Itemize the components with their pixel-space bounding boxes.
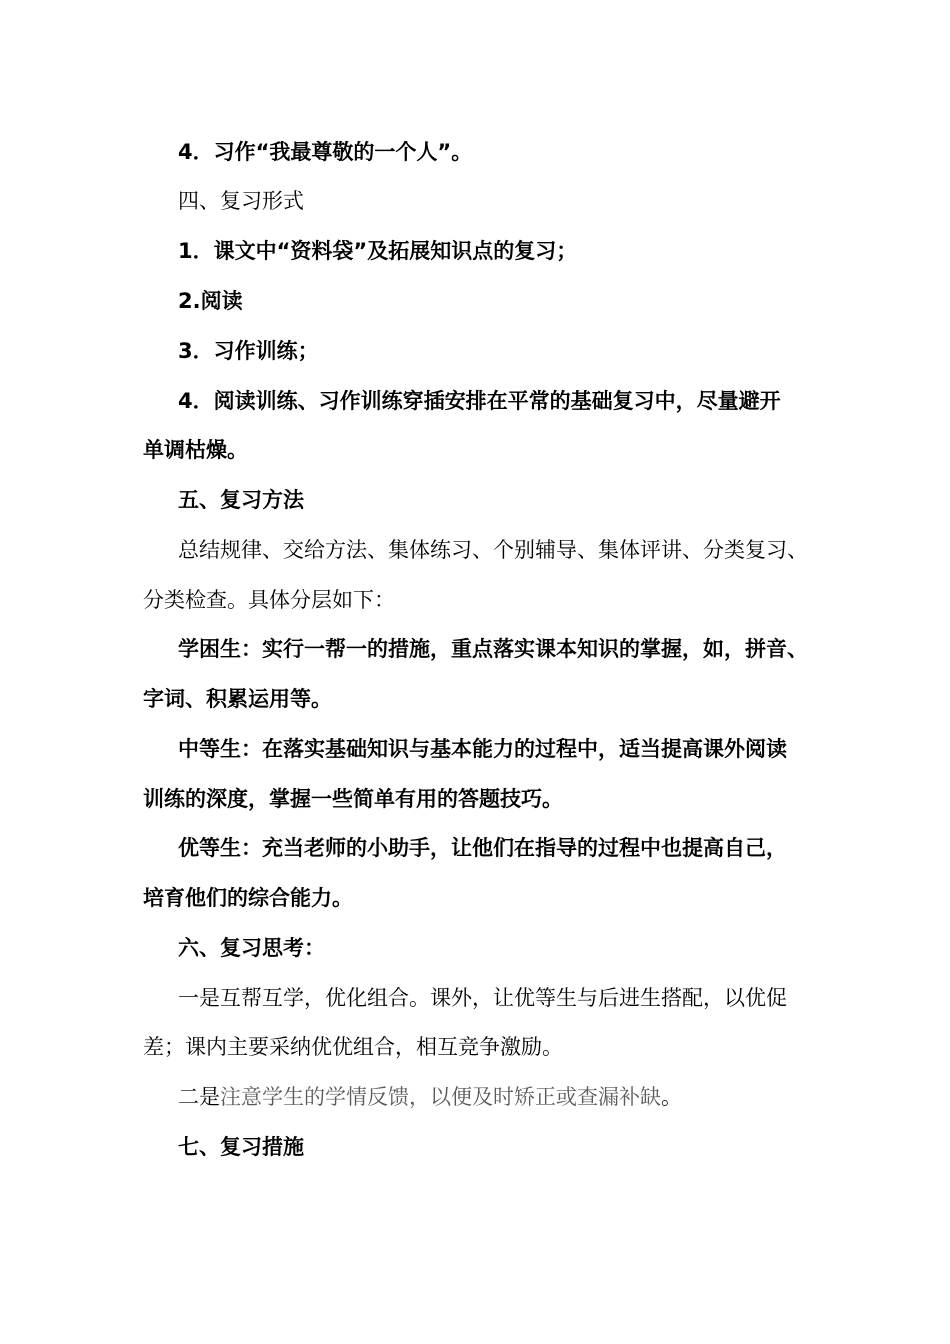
reflection-2-suffix: 。 — [661, 1085, 682, 1109]
struggling-students-line-1: 学困生：实行一帮一的措施，重点落实课本知识的掌握，如，拼音、 — [178, 637, 808, 661]
item-4-composition: 4．习作“我最尊敬的一个人”。 — [178, 140, 473, 164]
method-paragraph-line-2: 分类检查。具体分层如下： — [143, 588, 395, 612]
form-item-1: 1．课文中“资料袋”及拓展知识点的复习； — [178, 239, 578, 263]
average-students-line-2: 训练的深度，掌握一些简单有用的答题技巧。 — [143, 787, 563, 811]
reflection-1-line-1: 一是互帮互学，优化组合。课外，让优等生与后进生搭配，以优促 — [178, 986, 787, 1010]
form-item-4-line-1: 4．阅读训练、习作训练穿插安排在平常的基础复习中，尽量避开 — [178, 389, 781, 413]
section-5-heading: 五、复习方法 — [178, 488, 304, 512]
average-students-line-1: 中等生：在落实基础知识与基本能力的过程中，适当提高课外阅读 — [178, 737, 787, 761]
struggling-students-line-2: 字词、积累运用等。 — [143, 687, 332, 711]
reflection-2 — [178, 1084, 682, 1110]
section-6-heading: 六、复习思考： — [178, 936, 325, 960]
reflection-2-prefix: 二是 — [178, 1085, 220, 1109]
reflection-2-highlight: 注意学生的学情反馈，以便及时矫正或查漏补缺 — [220, 1085, 661, 1109]
form-item-4-line-2: 单调枯燥。 — [143, 438, 248, 462]
top-students-line-2: 培育他们的综合能力。 — [143, 886, 353, 910]
top-students-line-1: 优等生：充当老师的小助手，让他们在指导的过程中也提高自己， — [178, 836, 787, 860]
form-item-3: 3．习作训练； — [178, 339, 319, 363]
method-paragraph-line-1: 总结规律、交给方法、集体练习、个别辅导、集体评讲、分类复习、 — [178, 538, 808, 562]
reflection-1-line-2: 差；课内主要采纳优优组合，相互竞争激励。 — [143, 1035, 563, 1059]
section-7-heading: 七、复习措施 — [178, 1135, 304, 1159]
section-4-heading: 四、复习形式 — [178, 189, 304, 213]
form-item-2: 2.阅读 — [178, 289, 243, 313]
